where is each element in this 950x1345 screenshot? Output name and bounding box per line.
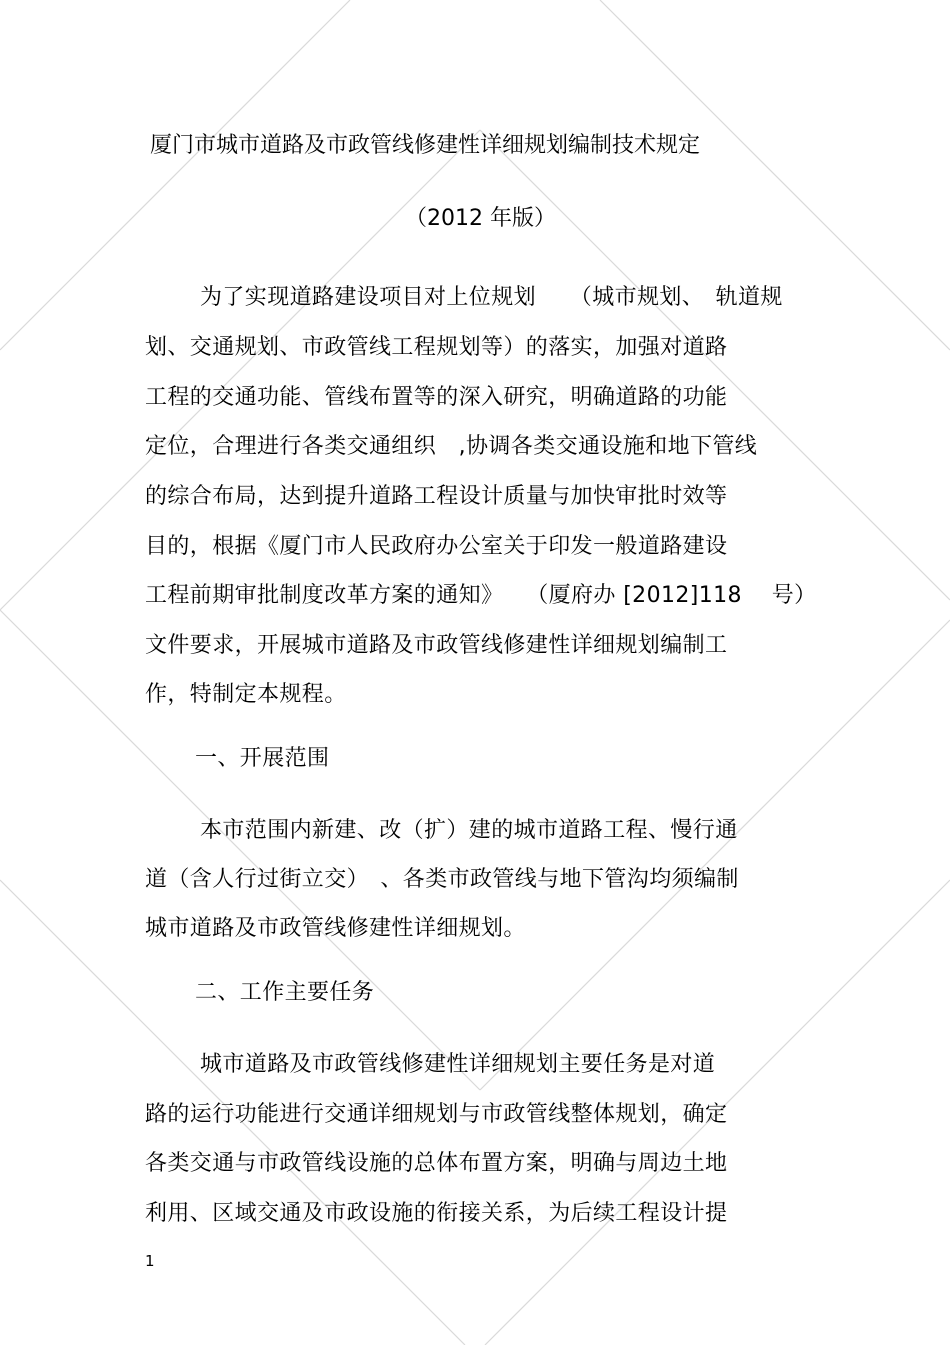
- paragraph-line: 的综合布局，达到提升道路工程设计质量与加快审批时效等: [145, 484, 728, 509]
- paragraph-line: 文件要求，开展城市道路及市政管线修建性详细规划编制工: [145, 633, 728, 658]
- paragraph-line: 城市道路及市政管线修建性详细规划主要任务是对道: [200, 1052, 716, 1077]
- paragraph-line: 各类交通与市政管线设施的总体布置方案，明确与周边土地: [145, 1151, 728, 1176]
- paragraph-line: 本市范围内新建、改（扩）建的城市道路工程、慢行通: [200, 818, 738, 843]
- paragraph-line: 道（含人行过街立交） 、各类市政管线与地下管沟均须编制: [145, 867, 739, 892]
- paragraph-line: 工程的交通功能、管线布置等的深入研究，明确道路的功能: [145, 385, 728, 410]
- document-title: 厦门市城市道路及市政管线修建性详细规划编制技术规定: [150, 133, 701, 158]
- section-heading-scope: 一、开展范围: [195, 746, 330, 771]
- paragraph-line: 路的运行功能进行交通详细规划与市政管线整体规划，确定: [145, 1102, 728, 1127]
- paragraph-line: 为了实现道路建设项目对上位规划 （城市规划、 轨道规: [200, 285, 783, 310]
- section-heading-tasks: 二、工作主要任务: [195, 980, 375, 1005]
- paragraph-line: 利用、区域交通及市政设施的衔接关系，为后续工程设计提: [145, 1201, 728, 1226]
- document-subtitle: （2012 年版）: [405, 206, 556, 231]
- paragraph-line: 作，特制定本规程。: [145, 682, 347, 707]
- paragraph-line: 划、交通规划、市政管线工程规划等）的落实，加强对道路: [145, 335, 728, 360]
- paragraph-line: 定位，合理进行各类交通组织 ,协调各类交通设施和地下管线: [145, 434, 758, 459]
- paragraph-line: 工程前期审批制度改革方案的通知》 （厦府办 [2012]118 号）: [145, 583, 817, 608]
- page-number: 1: [145, 1252, 155, 1270]
- paragraph-line: 城市道路及市政管线修建性详细规划。: [145, 916, 526, 941]
- paragraph-line: 目的，根据《厦门市人民政府办公室关于印发一般道路建设: [145, 534, 728, 559]
